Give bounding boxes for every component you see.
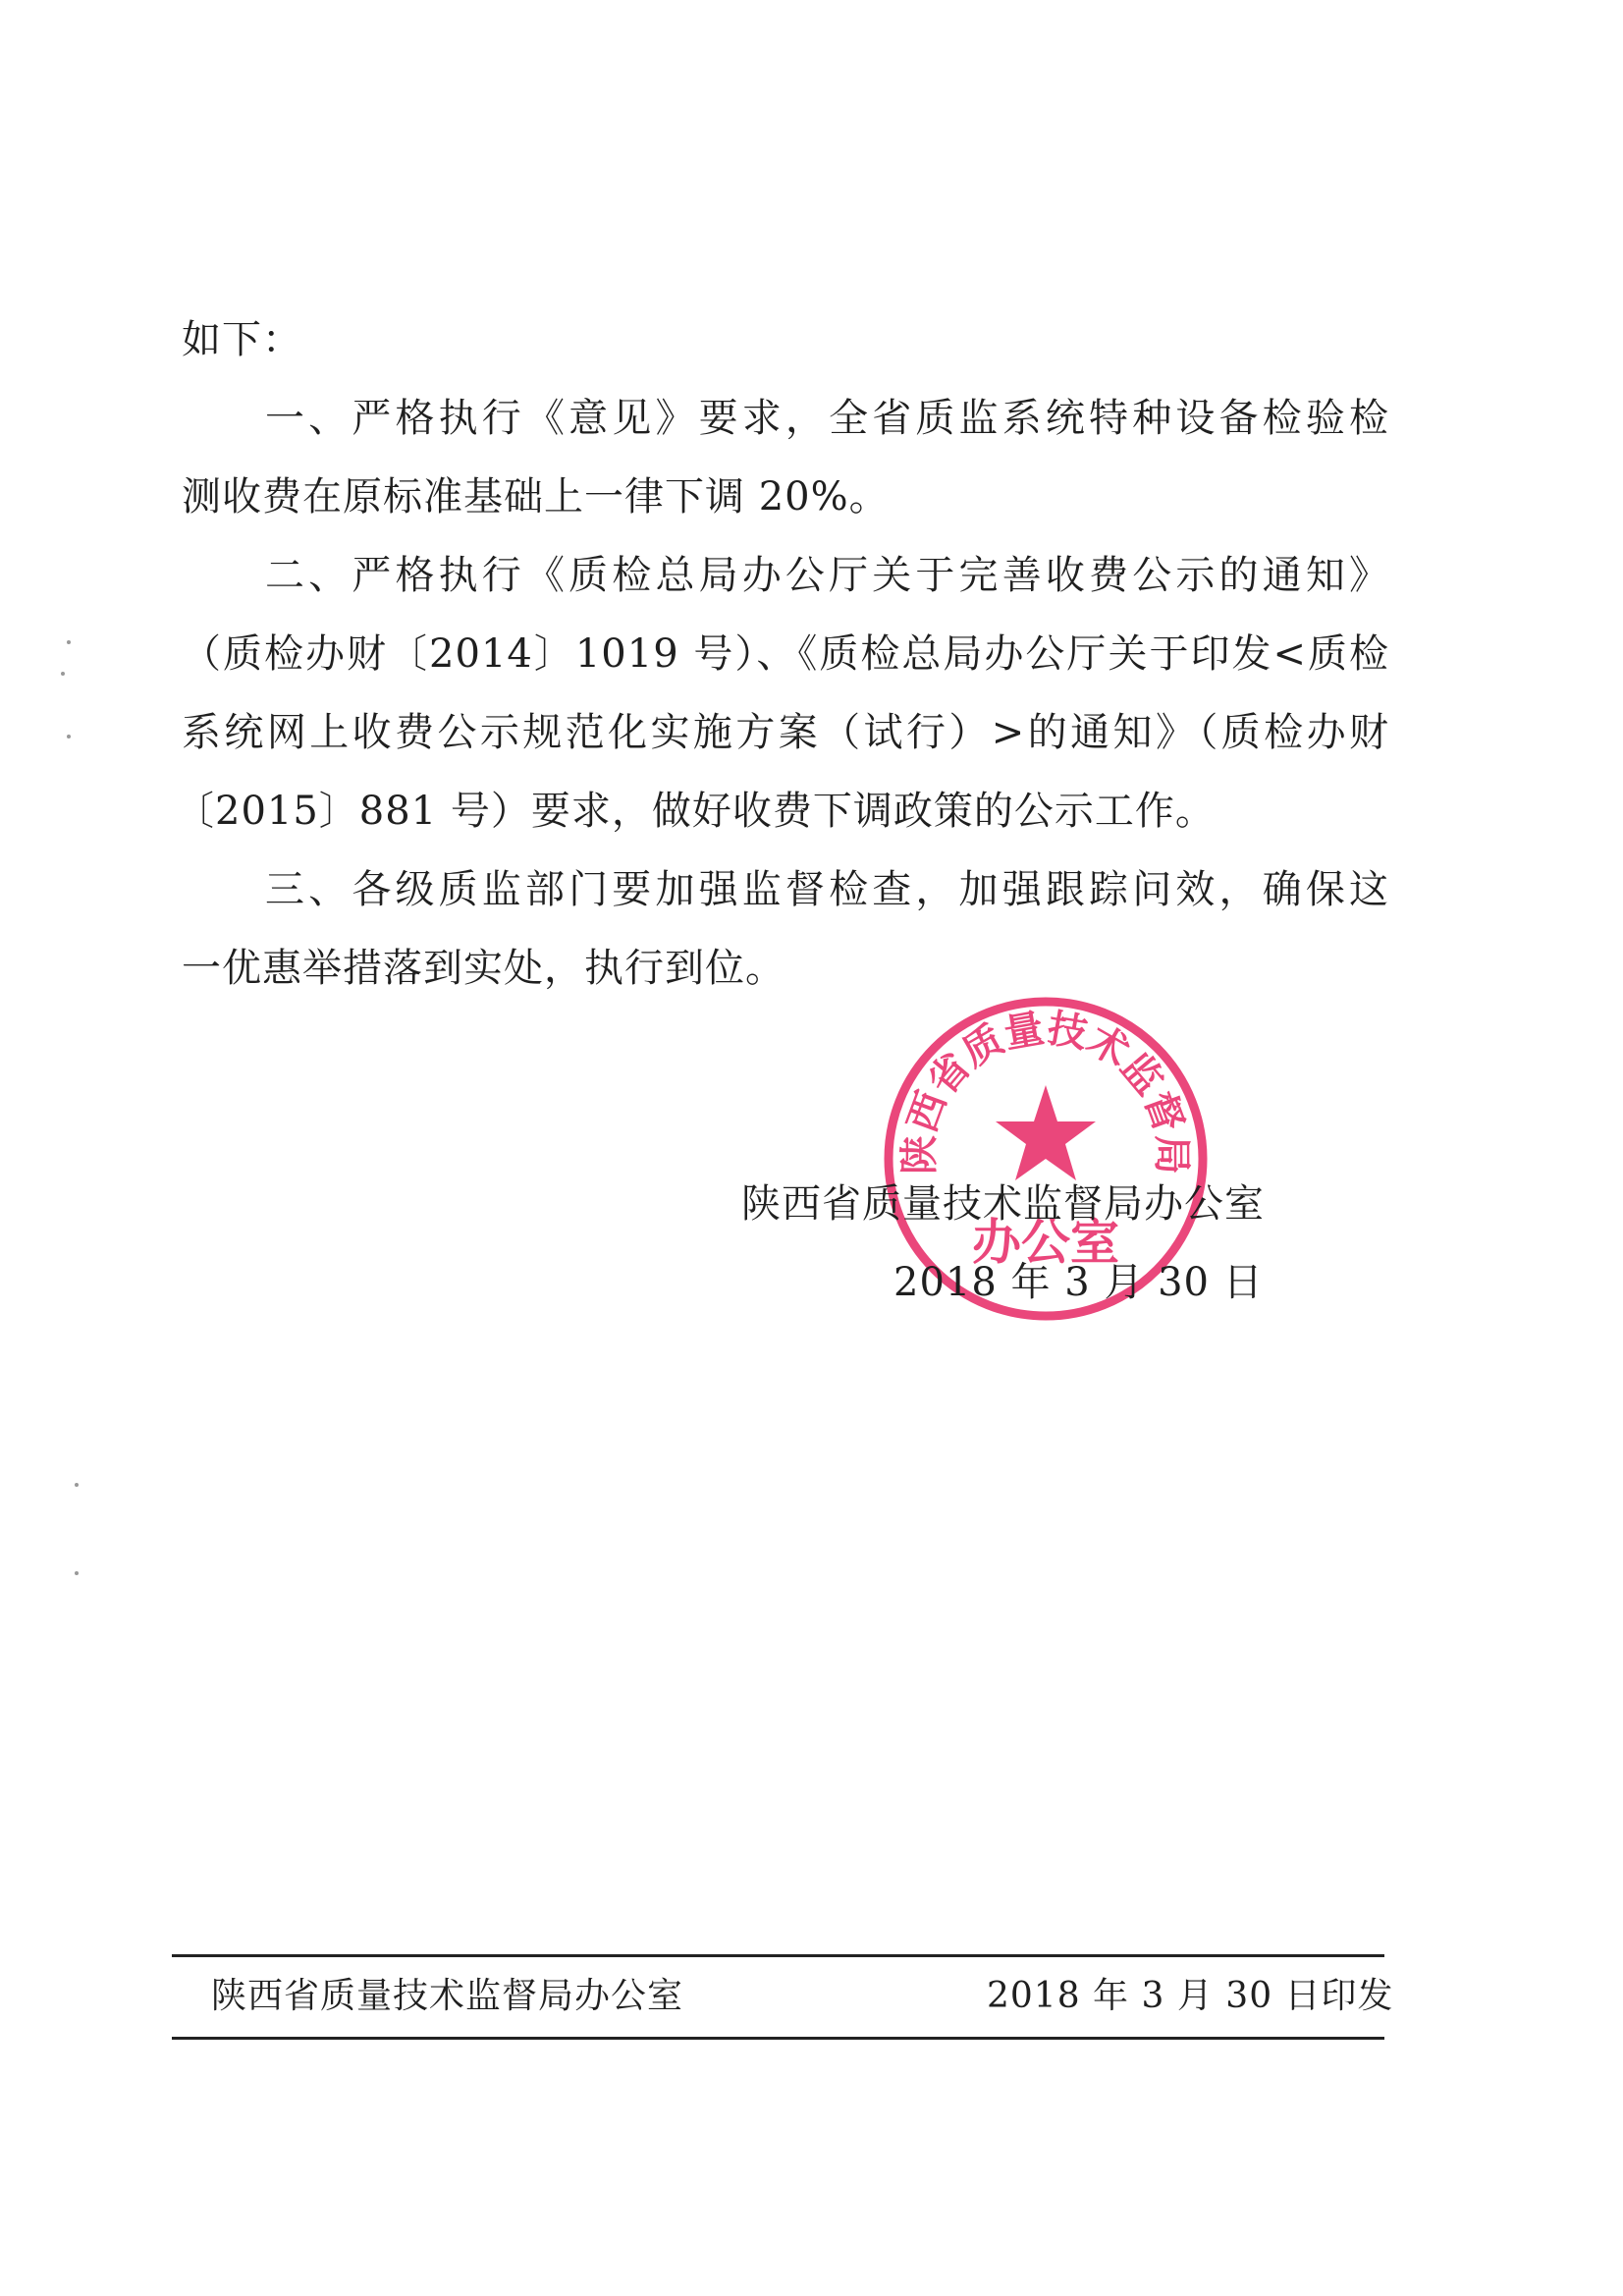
star-icon: [996, 1085, 1096, 1180]
body-line-2: 一、严格执行《意见》要求，全省质监系统特种设备检验检: [265, 396, 1389, 441]
scan-speck: [75, 1483, 79, 1487]
scan-speck: [61, 672, 65, 676]
footer-bottom-rule: [172, 2037, 1384, 2040]
seal-arc-text: 陕西省质量技术监督局: [895, 1005, 1196, 1175]
signature-org: 陕西省质量技术监督局办公室: [741, 1181, 1265, 1227]
scan-speck: [75, 1571, 79, 1575]
signature-date: 2018 年 3 月 30 日: [893, 1260, 1264, 1305]
seal-bottom-text: 办公室: [972, 1213, 1119, 1271]
scan-speck: [67, 735, 71, 738]
body-line-8: 三、各级质监部门要加强监督检查，加强跟踪问效，确保这: [265, 867, 1389, 912]
scan-speck: [67, 640, 71, 644]
body-line-9: 一优惠举措落到实处，执行到位。: [182, 946, 785, 991]
body-line-3: 测收费在原标准基础上一律下调 20%。: [182, 474, 890, 519]
body-line-4: 二、严格执行《质检总局办公厅关于完善收费公示的通知》: [265, 553, 1389, 598]
footer-org: 陕西省质量技术监督局办公室: [211, 1976, 684, 2016]
body-line-1: 如下：: [182, 317, 302, 362]
body-line-6: 系统网上收费公示规范化实施方案（试行）>的通知》（质检办财: [182, 710, 1389, 755]
footer-date: 2018 年 3 月 30 日印发: [987, 1976, 1394, 2016]
body-line-7: 〔2015〕881 号）要求，做好收费下调政策的公示工作。: [175, 789, 1216, 834]
footer-top-rule: [172, 1954, 1384, 1957]
body-line-5: （质检办财〔2014〕1019 号）、《质检总局办公厅关于印发<质检: [182, 631, 1389, 677]
